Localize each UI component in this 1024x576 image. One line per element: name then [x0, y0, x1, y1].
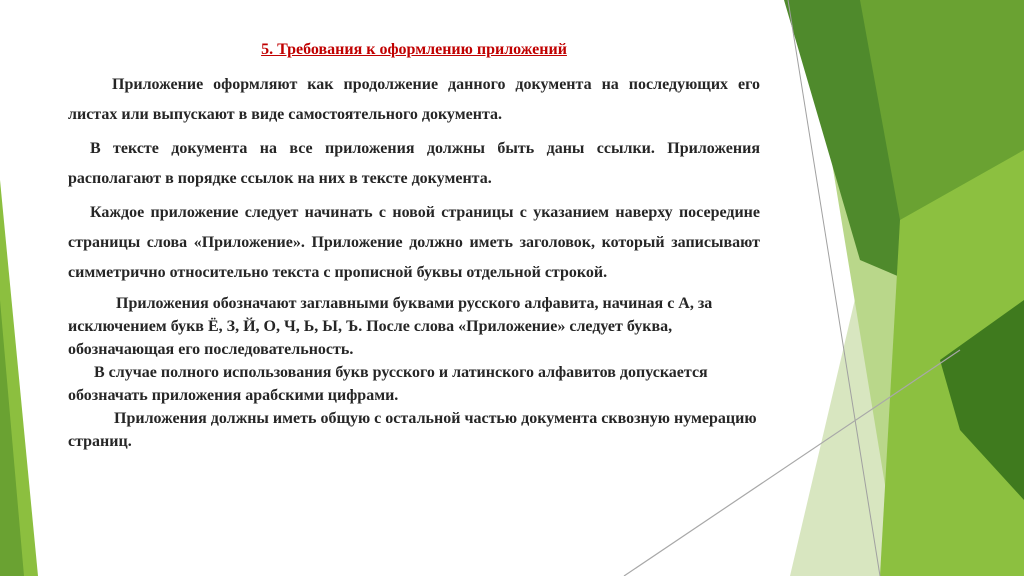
slide-content	[68, 40, 760, 453]
left-green-decoration	[0, 0, 60, 576]
paragraph-5: В случае полного использования букв русского и латинского алфавитов допускается обозначать приложения арабскими цифрами.	[68, 364, 708, 404]
paragraph-6: Приложения должны иметь общую с остальной частью документа сквозную нумерацию страниц.	[68, 410, 757, 450]
paragraph-3: Каждое приложение следует начинать с новой страницы с указанием наверху посередине страницы слова «Приложение». Приложение должно иметь заголовок, который записывают симметрично относительно текста с прописной буквы отдельной строкой.	[68, 204, 760, 281]
paragraph-2: В тексте документа на все приложения должны быть даны ссылки. Приложения располагают в порядке ссылок на них в тексте документа.	[68, 140, 760, 187]
slide-title: 5. Требования к оформлению приложений	[261, 41, 567, 58]
paragraph-4: Приложения обозначают заглавными буквами русского алфавита, начиная с А, за исключением букв Ё, З, Й, О, Ч, Ь, Ы, Ъ. После слова «Приложение» следует буква, обозначающая его последовательность.	[68, 295, 713, 358]
paragraph-1: Приложение оформляют как продолжение данного документа на последующих его листах или выпускают в виде самостоятельного документа.	[68, 76, 760, 123]
